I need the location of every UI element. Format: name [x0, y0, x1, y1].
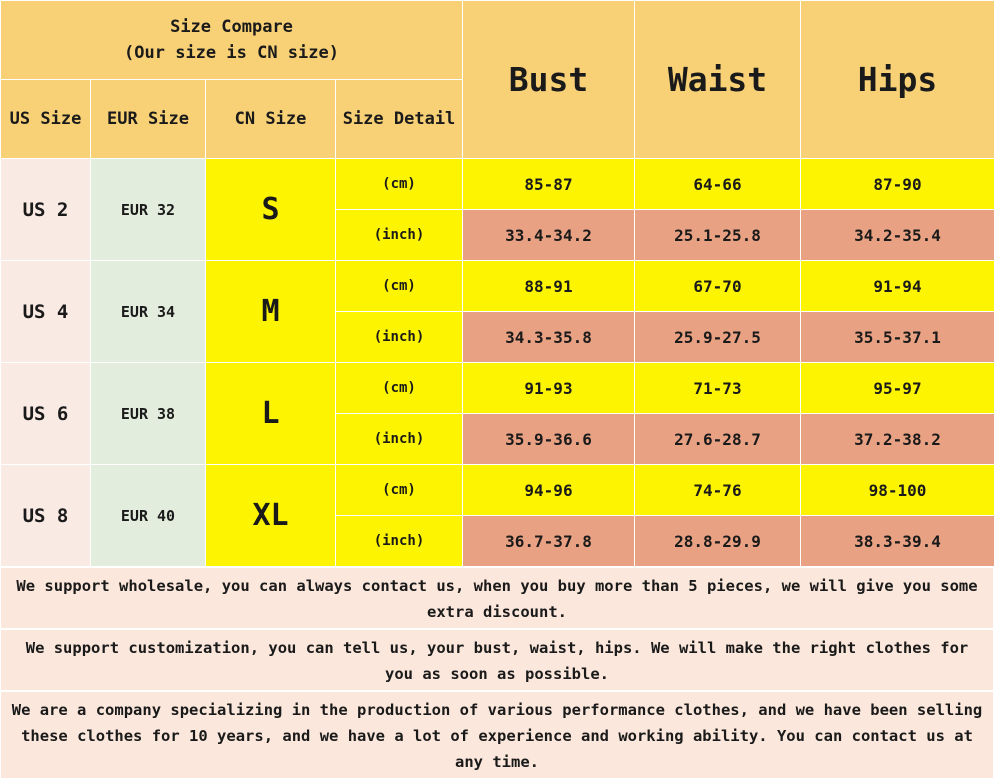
cell-waist-inch: 25.1-25.8 [635, 210, 801, 261]
chart-title-line2: (Our size is CN size) [1, 40, 462, 66]
column-header-eur-size: EUR Size [91, 80, 206, 159]
cell-unit-inch: (inch) [336, 414, 463, 465]
cell-waist-cm: 71-73 [635, 363, 801, 414]
cell-unit-inch: (inch) [336, 516, 463, 567]
cell-unit-cm: (cm) [336, 261, 463, 312]
cell-hips-cm: 98-100 [801, 465, 994, 516]
table-row [1, 363, 994, 414]
note-customization: We support customization, you can tell us, your bust, waist, hips. We will make the right clothes for you as soon as possible. [0, 629, 994, 691]
cell-waist-cm: 64-66 [635, 159, 801, 210]
cell-waist-inch: 25.9-27.5 [635, 312, 801, 363]
cell-cn-size: S [206, 159, 336, 261]
cell-bust-cm: 85-87 [463, 159, 635, 210]
cell-waist-cm: 74-76 [635, 465, 801, 516]
cell-eur-size: EUR 40 [91, 465, 206, 567]
cell-bust-inch: 36.7-37.8 [463, 516, 635, 567]
cell-bust-inch: 33.4-34.2 [463, 210, 635, 261]
cell-hips-inch: 34.2-35.4 [801, 210, 994, 261]
chart-title-cell [1, 1, 463, 80]
cell-eur-size: EUR 32 [91, 159, 206, 261]
column-header-cn-size: CN Size [206, 80, 336, 159]
chart-title-line1: Size Compare [1, 14, 462, 40]
notes-section [0, 567, 994, 779]
cell-hips-cm: 95-97 [801, 363, 994, 414]
cell-hips-cm: 87-90 [801, 159, 994, 210]
cell-us-size: US 6 [1, 363, 91, 465]
cell-waist-inch: 28.8-29.9 [635, 516, 801, 567]
table-header-row-1 [1, 1, 994, 80]
cell-waist-cm: 67-70 [635, 261, 801, 312]
cell-bust-cm: 91-93 [463, 363, 635, 414]
cell-us-size: US 4 [1, 261, 91, 363]
cell-cn-size: L [206, 363, 336, 465]
table-row [1, 159, 994, 210]
cell-bust-inch: 34.3-35.8 [463, 312, 635, 363]
cell-us-size: US 2 [1, 159, 91, 261]
table-row [1, 261, 994, 312]
cell-cn-size: XL [206, 465, 336, 567]
cell-unit-cm: (cm) [336, 363, 463, 414]
note-wholesale: We support wholesale, you can always contact us, when you buy more than 5 pieces, we will give you some extra discount. [0, 567, 994, 629]
cell-bust-inch: 35.9-36.6 [463, 414, 635, 465]
cell-eur-size: EUR 34 [91, 261, 206, 363]
column-header-hips: Hips [801, 1, 994, 159]
cell-bust-cm: 88-91 [463, 261, 635, 312]
cell-unit-cm: (cm) [336, 465, 463, 516]
cell-hips-inch: 38.3-39.4 [801, 516, 994, 567]
column-header-size-detail: Size Detail [336, 80, 463, 159]
cell-cn-size: M [206, 261, 336, 363]
column-header-us-size: US Size [1, 80, 91, 159]
cell-unit-inch: (inch) [336, 312, 463, 363]
cell-unit-cm: (cm) [336, 159, 463, 210]
cell-hips-cm: 91-94 [801, 261, 994, 312]
note-company: We are a company specializing in the production of various performance clothes, and we have been selling these clothes for 10 years, and we have a lot of experience and working ability. You can contact us at any time. [0, 691, 994, 779]
cell-waist-inch: 27.6-28.7 [635, 414, 801, 465]
cell-bust-cm: 94-96 [463, 465, 635, 516]
column-header-bust: Bust [463, 1, 635, 159]
cell-hips-inch: 37.2-38.2 [801, 414, 994, 465]
cell-eur-size: EUR 38 [91, 363, 206, 465]
cell-hips-inch: 35.5-37.1 [801, 312, 994, 363]
cell-unit-inch: (inch) [336, 210, 463, 261]
column-header-waist: Waist [635, 1, 801, 159]
cell-us-size: US 8 [1, 465, 91, 567]
table-row [1, 465, 994, 516]
